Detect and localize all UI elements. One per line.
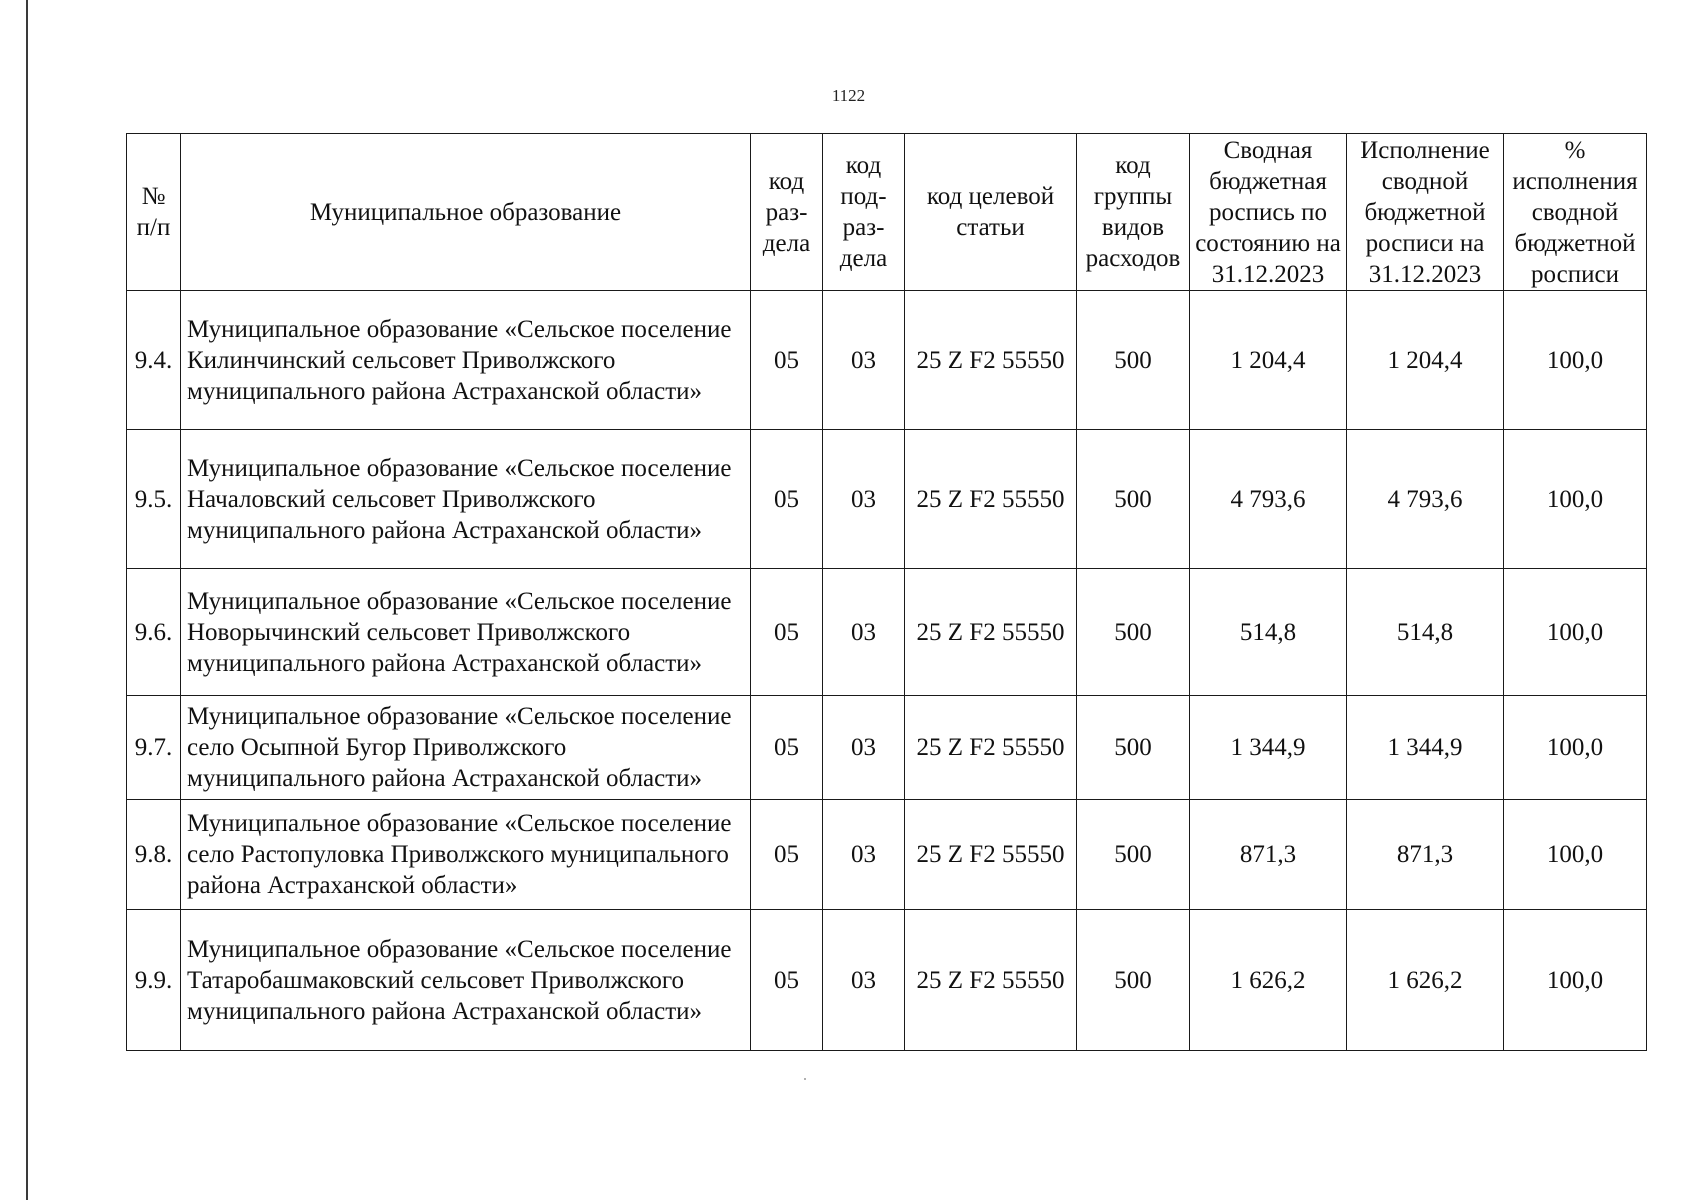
row-target: 25 Z F2 55550 — [905, 910, 1077, 1051]
row-percent: 100,0 — [1504, 696, 1647, 800]
header-percent: % исполнения сводной бюджетной росписи — [1504, 134, 1647, 291]
row-percent: 100,0 — [1504, 430, 1647, 569]
row-num: 9.8. — [127, 800, 181, 910]
table-row — [127, 569, 1647, 696]
row-section: 05 — [751, 696, 823, 800]
row-num: 9.6. — [127, 569, 181, 696]
table-row — [127, 291, 1647, 430]
row-section: 05 — [751, 800, 823, 910]
row-plan: 871,3 — [1190, 800, 1347, 910]
row-section: 05 — [751, 569, 823, 696]
row-execution: 4 793,6 — [1347, 430, 1504, 569]
scan-speck — [804, 1078, 806, 1080]
row-subsection: 03 — [823, 696, 905, 800]
row-municipality: Муниципальное образование «Сельское поселение село Осыпной Бугор Приволжского муниципального района Астраханской области» — [181, 696, 751, 800]
table-row — [127, 696, 1647, 800]
row-subsection: 03 — [823, 910, 905, 1051]
scan-margin-line — [26, 0, 28, 1200]
row-group: 500 — [1077, 569, 1190, 696]
row-subsection: 03 — [823, 800, 905, 910]
header-target-code: код целевой статьи — [905, 134, 1077, 291]
row-target: 25 Z F2 55550 — [905, 291, 1077, 430]
table-row — [127, 430, 1647, 569]
row-percent: 100,0 — [1504, 569, 1647, 696]
row-plan: 514,8 — [1190, 569, 1347, 696]
row-group: 500 — [1077, 910, 1190, 1051]
row-section: 05 — [751, 430, 823, 569]
row-group: 500 — [1077, 800, 1190, 910]
row-plan: 1 204,4 — [1190, 291, 1347, 430]
header-num: № п/п — [127, 134, 181, 291]
row-plan: 4 793,6 — [1190, 430, 1347, 569]
row-percent: 100,0 — [1504, 291, 1647, 430]
row-num: 9.9. — [127, 910, 181, 1051]
header-subsection-code: код под-раз-дела — [823, 134, 905, 291]
row-target: 25 Z F2 55550 — [905, 569, 1077, 696]
row-subsection: 03 — [823, 569, 905, 696]
row-group: 500 — [1077, 430, 1190, 569]
table-header-row — [127, 134, 1647, 291]
header-execution: Исполнение сводной бюджетной росписи на 31.12.2023 — [1347, 134, 1504, 291]
row-plan: 1 344,9 — [1190, 696, 1347, 800]
table-row — [127, 800, 1647, 910]
budget-execution-table — [126, 133, 1647, 1051]
row-execution: 871,3 — [1347, 800, 1504, 910]
row-municipality: Муниципальное образование «Сельское поселение Началовский сельсовет Приволжского муниципального района Астраханской области» — [181, 430, 751, 569]
header-expense-group: код группы видов расходов — [1077, 134, 1190, 291]
row-num: 9.5. — [127, 430, 181, 569]
row-group: 500 — [1077, 291, 1190, 430]
row-target: 25 Z F2 55550 — [905, 430, 1077, 569]
header-budget-plan: Сводная бюджетная роспись по состоянию на 31.12.2023 — [1190, 134, 1347, 291]
row-municipality: Муниципальное образование «Сельское поселение Килинчинский сельсовет Приволжского муниципального района Астраханской области» — [181, 291, 751, 430]
row-municipality: Муниципальное образование «Сельское поселение Новорычинский сельсовет Приволжского муниципального района Астраханской области» — [181, 569, 751, 696]
row-group: 500 — [1077, 696, 1190, 800]
row-percent: 100,0 — [1504, 910, 1647, 1051]
row-num: 9.4. — [127, 291, 181, 430]
row-percent: 100,0 — [1504, 800, 1647, 910]
row-execution: 1 204,4 — [1347, 291, 1504, 430]
row-target: 25 Z F2 55550 — [905, 696, 1077, 800]
row-subsection: 03 — [823, 430, 905, 569]
row-section: 05 — [751, 910, 823, 1051]
header-section-code: код раз-дела — [751, 134, 823, 291]
table-row — [127, 910, 1647, 1051]
row-plan: 1 626,2 — [1190, 910, 1347, 1051]
row-execution: 514,8 — [1347, 569, 1504, 696]
page-number: 1122 — [831, 86, 866, 105]
row-municipality: Муниципальное образование «Сельское поселение село Растопуловка Приволжского муниципального района Астраханской области» — [181, 800, 751, 910]
row-subsection: 03 — [823, 291, 905, 430]
row-execution: 1 626,2 — [1347, 910, 1504, 1051]
row-section: 05 — [751, 291, 823, 430]
row-target: 25 Z F2 55550 — [905, 800, 1077, 910]
row-municipality: Муниципальное образование «Сельское поселение Татаробашмаковский сельсовет Приволжского муниципального района Астраханской области» — [181, 910, 751, 1051]
row-execution: 1 344,9 — [1347, 696, 1504, 800]
row-num: 9.7. — [127, 696, 181, 800]
header-municipality: Муниципальное образование — [181, 134, 751, 291]
